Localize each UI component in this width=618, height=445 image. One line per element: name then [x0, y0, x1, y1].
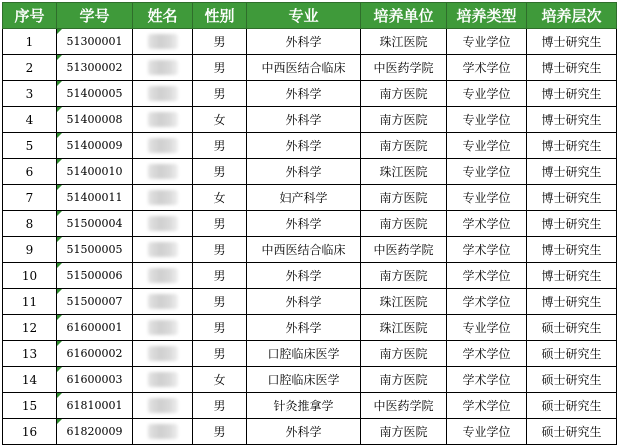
- redacted-name-blur: [148, 60, 178, 75]
- student-id-text: 51500005: [66, 243, 123, 256]
- cell-name[interactable]: [133, 393, 193, 419]
- table-row: [3, 29, 617, 55]
- cell-type[interactable]: 专业学位: [447, 419, 527, 445]
- cell-no[interactable]: 5: [3, 133, 57, 159]
- cell-major[interactable]: 中西医结合临床: [247, 55, 361, 81]
- cell-name[interactable]: [133, 289, 193, 315]
- header-major[interactable]: 专业: [247, 3, 361, 29]
- cell-no[interactable]: 4: [3, 107, 57, 133]
- number-stored-as-text-indicator: [57, 315, 62, 320]
- cell-gender[interactable]: 男: [193, 29, 247, 55]
- cell-no[interactable]: 9: [3, 237, 57, 263]
- cell-unit[interactable]: 南方医院: [361, 81, 447, 107]
- cell-major[interactable]: 外科学: [247, 159, 361, 185]
- cell-id[interactable]: [57, 315, 133, 341]
- cell-gender[interactable]: 男: [193, 237, 247, 263]
- student-id-text: 51400011: [66, 191, 123, 204]
- cell-id[interactable]: [57, 341, 133, 367]
- cell-major[interactable]: 针灸推拿学: [247, 393, 361, 419]
- cell-major[interactable]: 外科学: [247, 133, 361, 159]
- header-gender[interactable]: 性别: [193, 3, 247, 29]
- cell-major[interactable]: 外科学: [247, 107, 361, 133]
- table-row: [3, 315, 617, 341]
- cell-level[interactable]: 博士研究生: [527, 133, 617, 159]
- table-row: [3, 263, 617, 289]
- number-stored-as-text-indicator: [57, 419, 62, 424]
- table-row: [3, 211, 617, 237]
- cell-unit[interactable]: 南方医院: [361, 211, 447, 237]
- cell-gender[interactable]: 男: [193, 55, 247, 81]
- cell-type[interactable]: 学术学位: [447, 237, 527, 263]
- cell-no[interactable]: 13: [3, 341, 57, 367]
- table-row: [3, 185, 617, 211]
- cell-id[interactable]: [57, 263, 133, 289]
- cell-id[interactable]: [57, 237, 133, 263]
- cell-gender[interactable]: 女: [193, 185, 247, 211]
- cell-name[interactable]: [133, 29, 193, 55]
- redacted-name-blur: [148, 86, 178, 101]
- cell-id[interactable]: [57, 393, 133, 419]
- redacted-name-blur: [148, 112, 178, 127]
- cell-unit[interactable]: 南方医院: [361, 263, 447, 289]
- cell-unit[interactable]: 珠江医院: [361, 315, 447, 341]
- cell-no[interactable]: 12: [3, 315, 57, 341]
- cell-level[interactable]: 博士研究生: [527, 237, 617, 263]
- student-table: [2, 2, 617, 445]
- redacted-name-blur: [148, 190, 178, 205]
- cell-unit[interactable]: 中医药学院: [361, 55, 447, 81]
- cell-name[interactable]: [133, 367, 193, 393]
- cell-unit[interactable]: 南方医院: [361, 341, 447, 367]
- table-row: [3, 419, 617, 445]
- cell-type[interactable]: 专业学位: [447, 107, 527, 133]
- cell-id[interactable]: [57, 29, 133, 55]
- table-row: [3, 289, 617, 315]
- cell-gender[interactable]: 男: [193, 159, 247, 185]
- cell-id[interactable]: [57, 107, 133, 133]
- cell-level[interactable]: 博士研究生: [527, 29, 617, 55]
- cell-unit[interactable]: 中医药学院: [361, 393, 447, 419]
- cell-level[interactable]: 博士研究生: [527, 107, 617, 133]
- cell-name[interactable]: [133, 81, 193, 107]
- cell-major[interactable]: 口腔临床医学: [247, 367, 361, 393]
- table-row: [3, 133, 617, 159]
- cell-gender[interactable]: 男: [193, 341, 247, 367]
- cell-no[interactable]: 14: [3, 367, 57, 393]
- cell-no[interactable]: 6: [3, 159, 57, 185]
- cell-unit[interactable]: 珠江医院: [361, 289, 447, 315]
- cell-id[interactable]: [57, 289, 133, 315]
- cell-level[interactable]: 硕士研究生: [527, 341, 617, 367]
- cell-type[interactable]: 学术学位: [447, 393, 527, 419]
- student-id-text: 61600003: [66, 373, 123, 386]
- table-row: [3, 367, 617, 393]
- cell-type[interactable]: 学术学位: [447, 367, 527, 393]
- student-id-text: 61820009: [66, 425, 123, 438]
- cell-id[interactable]: [57, 55, 133, 81]
- cell-name[interactable]: [133, 419, 193, 445]
- cell-name[interactable]: [133, 55, 193, 81]
- cell-no[interactable]: 2: [3, 55, 57, 81]
- student-id-text: 51500006: [66, 269, 123, 282]
- header-type[interactable]: 培养类型: [447, 3, 527, 29]
- cell-no[interactable]: 16: [3, 419, 57, 445]
- number-stored-as-text-indicator: [57, 367, 62, 372]
- cell-major[interactable]: 外科学: [247, 419, 361, 445]
- cell-gender[interactable]: 男: [193, 315, 247, 341]
- number-stored-as-text-indicator: [57, 133, 62, 138]
- cell-no[interactable]: 11: [3, 289, 57, 315]
- cell-unit[interactable]: 珠江医院: [361, 159, 447, 185]
- cell-type[interactable]: 专业学位: [447, 81, 527, 107]
- student-id-text: 51500007: [66, 295, 123, 308]
- number-stored-as-text-indicator: [57, 263, 62, 268]
- cell-type[interactable]: 专业学位: [447, 133, 527, 159]
- cell-id[interactable]: [57, 211, 133, 237]
- cell-unit[interactable]: 南方医院: [361, 419, 447, 445]
- cell-type[interactable]: 学术学位: [447, 263, 527, 289]
- cell-level[interactable]: 博士研究生: [527, 211, 617, 237]
- cell-name[interactable]: [133, 185, 193, 211]
- cell-level[interactable]: 博士研究生: [527, 185, 617, 211]
- cell-name[interactable]: [133, 263, 193, 289]
- cell-unit[interactable]: 南方医院: [361, 107, 447, 133]
- redacted-name-blur: [148, 164, 178, 179]
- redacted-name-blur: [148, 320, 178, 335]
- cell-major[interactable]: 外科学: [247, 315, 361, 341]
- cell-name[interactable]: [133, 237, 193, 263]
- student-id-text: 51300001: [66, 35, 123, 48]
- cell-no[interactable]: 3: [3, 81, 57, 107]
- redacted-name-blur: [148, 398, 178, 413]
- student-id-text: 51400005: [66, 87, 123, 100]
- cell-type[interactable]: 学术学位: [447, 289, 527, 315]
- cell-major[interactable]: 外科学: [247, 263, 361, 289]
- student-id-text: 51300002: [66, 61, 123, 74]
- cell-gender[interactable]: 女: [193, 107, 247, 133]
- cell-gender[interactable]: 男: [193, 81, 247, 107]
- cell-type[interactable]: 专业学位: [447, 29, 527, 55]
- cell-no[interactable]: 10: [3, 263, 57, 289]
- cell-unit[interactable]: 中医药学院: [361, 237, 447, 263]
- number-stored-as-text-indicator: [57, 29, 62, 34]
- table-row: [3, 237, 617, 263]
- redacted-name-blur: [148, 294, 178, 309]
- table-row: [3, 341, 617, 367]
- redacted-name-blur: [148, 268, 178, 283]
- cell-id[interactable]: [57, 419, 133, 445]
- number-stored-as-text-indicator: [57, 81, 62, 86]
- header-level[interactable]: 培养层次: [527, 3, 617, 29]
- cell-type[interactable]: 专业学位: [447, 315, 527, 341]
- cell-no[interactable]: 7: [3, 185, 57, 211]
- cell-gender[interactable]: 男: [193, 419, 247, 445]
- cell-unit[interactable]: 南方医院: [361, 133, 447, 159]
- cell-level[interactable]: 博士研究生: [527, 55, 617, 81]
- cell-major[interactable]: 外科学: [247, 211, 361, 237]
- cell-type[interactable]: 学术学位: [447, 211, 527, 237]
- cell-level[interactable]: 硕士研究生: [527, 393, 617, 419]
- header-row: [3, 3, 617, 29]
- number-stored-as-text-indicator: [57, 107, 62, 112]
- cell-no[interactable]: 8: [3, 211, 57, 237]
- cell-major[interactable]: 中西医结合临床: [247, 237, 361, 263]
- redacted-name-blur: [148, 138, 178, 153]
- cell-type[interactable]: 专业学位: [447, 185, 527, 211]
- redacted-name-blur: [148, 346, 178, 361]
- cell-name[interactable]: [133, 133, 193, 159]
- cell-id[interactable]: [57, 185, 133, 211]
- student-id-text: 61600002: [66, 347, 123, 360]
- number-stored-as-text-indicator: [57, 341, 62, 346]
- cell-name[interactable]: [133, 341, 193, 367]
- table-row: [3, 107, 617, 133]
- header-id[interactable]: 学号: [57, 3, 133, 29]
- cell-level[interactable]: 博士研究生: [527, 289, 617, 315]
- number-stored-as-text-indicator: [57, 393, 62, 398]
- cell-id[interactable]: [57, 159, 133, 185]
- number-stored-as-text-indicator: [57, 159, 62, 164]
- redacted-name-blur: [148, 242, 178, 257]
- redacted-name-blur: [148, 216, 178, 231]
- cell-gender[interactable]: 男: [193, 133, 247, 159]
- cell-major[interactable]: 妇产科学: [247, 185, 361, 211]
- cell-gender[interactable]: 男: [193, 289, 247, 315]
- cell-unit[interactable]: 南方医院: [361, 185, 447, 211]
- cell-no[interactable]: 1: [3, 29, 57, 55]
- student-id-text: 51400009: [66, 139, 123, 152]
- cell-id[interactable]: [57, 133, 133, 159]
- table-row: [3, 81, 617, 107]
- cell-level[interactable]: 硕士研究生: [527, 419, 617, 445]
- cell-gender[interactable]: 男: [193, 211, 247, 237]
- cell-unit[interactable]: 珠江医院: [361, 29, 447, 55]
- table-row: [3, 55, 617, 81]
- cell-level[interactable]: 博士研究生: [527, 263, 617, 289]
- cell-name[interactable]: [133, 315, 193, 341]
- cell-type[interactable]: 学术学位: [447, 341, 527, 367]
- student-id-text: 61810001: [66, 399, 123, 412]
- student-id-text: 61600001: [66, 321, 123, 334]
- number-stored-as-text-indicator: [57, 185, 62, 190]
- cell-level[interactable]: 博士研究生: [527, 159, 617, 185]
- student-id-text: 51400010: [66, 165, 123, 178]
- redacted-name-blur: [148, 34, 178, 49]
- redacted-name-blur: [148, 424, 178, 439]
- number-stored-as-text-indicator: [57, 211, 62, 216]
- number-stored-as-text-indicator: [57, 237, 62, 242]
- header-name[interactable]: 姓名: [133, 3, 193, 29]
- cell-gender[interactable]: 男: [193, 393, 247, 419]
- cell-no[interactable]: 15: [3, 393, 57, 419]
- cell-gender[interactable]: 女: [193, 367, 247, 393]
- cell-level[interactable]: 博士研究生: [527, 81, 617, 107]
- cell-name[interactable]: [133, 211, 193, 237]
- cell-major[interactable]: 外科学: [247, 81, 361, 107]
- cell-level[interactable]: 硕士研究生: [527, 367, 617, 393]
- cell-type[interactable]: 学术学位: [447, 55, 527, 81]
- cell-major[interactable]: 外科学: [247, 289, 361, 315]
- header-no[interactable]: 序号: [3, 3, 57, 29]
- cell-type[interactable]: 专业学位: [447, 159, 527, 185]
- table-row: [3, 159, 617, 185]
- table-row: [3, 393, 617, 419]
- header-unit[interactable]: 培养单位: [361, 3, 447, 29]
- cell-major[interactable]: 外科学: [247, 29, 361, 55]
- redacted-name-blur: [148, 372, 178, 387]
- cell-name[interactable]: [133, 107, 193, 133]
- number-stored-as-text-indicator: [57, 289, 62, 294]
- cell-id[interactable]: [57, 81, 133, 107]
- cell-major[interactable]: 口腔临床医学: [247, 341, 361, 367]
- student-id-text: 51500004: [66, 217, 123, 230]
- cell-name[interactable]: [133, 159, 193, 185]
- student-id-text: 51400008: [66, 113, 123, 126]
- cell-level[interactable]: 硕士研究生: [527, 315, 617, 341]
- number-stored-as-text-indicator: [57, 55, 62, 60]
- cell-unit[interactable]: 南方医院: [361, 367, 447, 393]
- cell-gender[interactable]: 男: [193, 263, 247, 289]
- cell-id[interactable]: [57, 367, 133, 393]
